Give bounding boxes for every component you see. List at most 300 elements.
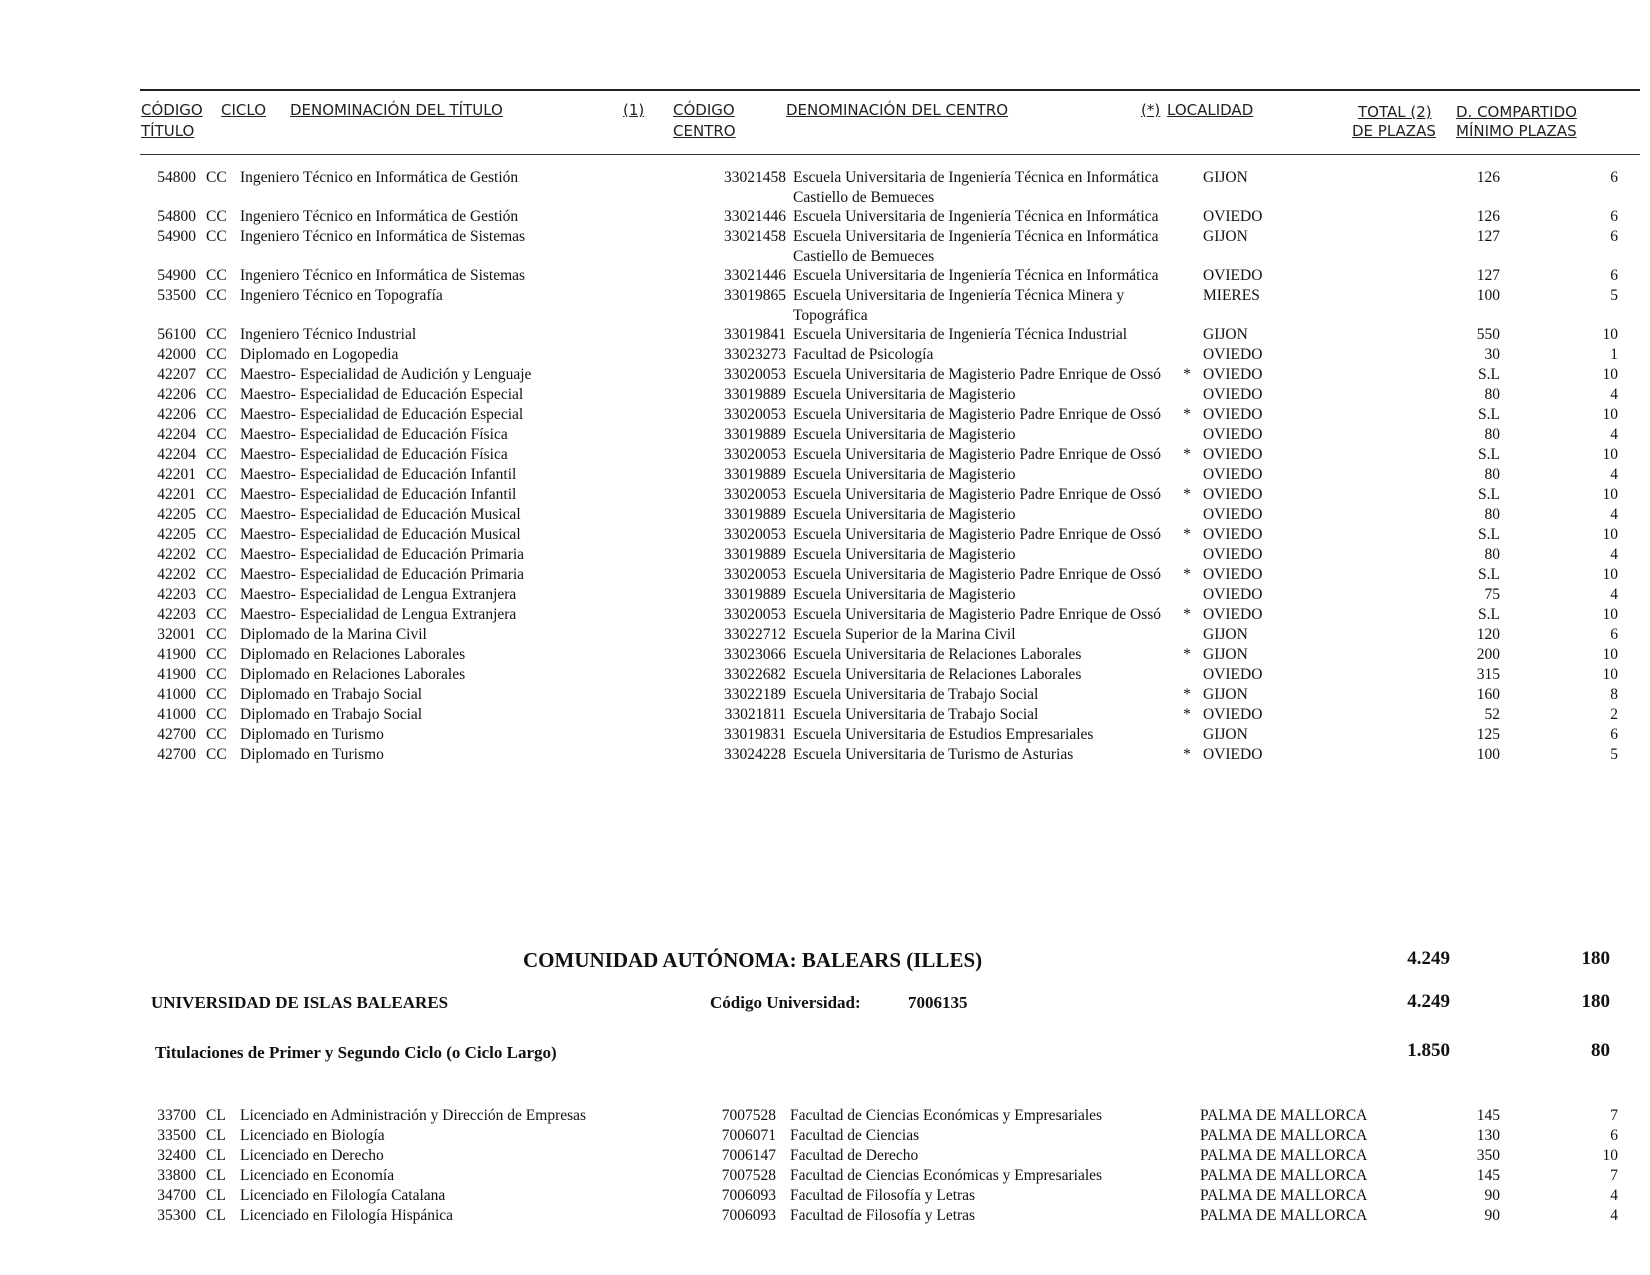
codigo-centro-cell: 33021811 xyxy=(724,706,786,723)
localidad-cell: OVIEDO xyxy=(1203,466,1263,483)
codigo-titulo-cell: 33500 xyxy=(157,1127,196,1144)
titulo-cell: Diplomado en Trabajo Social xyxy=(240,686,423,703)
table-row xyxy=(0,1166,1650,1186)
titulo-cell: Diplomado en Logopedia xyxy=(240,346,399,363)
table-row xyxy=(0,1186,1650,1206)
total-plazas-cell: 100 xyxy=(1476,287,1500,304)
total-plazas-cell: 160 xyxy=(1476,686,1500,703)
codigo-titulo-cell: 54800 xyxy=(157,208,196,225)
minimo-plazas-cell: 4 xyxy=(1610,506,1618,523)
ciclo-cell: CC xyxy=(206,287,227,304)
table-row xyxy=(0,168,1650,207)
denominacion-centro-cell: Escuela Universitaria de Ingeniería Técnica en Informática xyxy=(793,267,1159,284)
minimo-plazas-cell: 4 xyxy=(1610,1187,1618,1204)
denominacion-centro-cell: Escuela Universitaria de Magisterio Padre Enrique de Ossó xyxy=(793,446,1162,463)
table-row xyxy=(0,365,1650,385)
localidad-cell: GIJON xyxy=(1203,326,1248,343)
minimo-plazas-cell: 10 xyxy=(1602,526,1618,543)
header-bottom-rule xyxy=(140,154,1640,155)
localidad-cell: GIJON xyxy=(1203,169,1248,186)
minimo-plazas-cell: 6 xyxy=(1610,169,1618,186)
total-plazas-cell: 550 xyxy=(1476,326,1500,343)
minimo-plazas-cell: 10 xyxy=(1602,666,1618,683)
ciclo-cell: CL xyxy=(206,1187,226,1204)
table-row xyxy=(0,485,1650,505)
ciclo-cell: CC xyxy=(206,546,227,563)
total-plazas-cell: 145 xyxy=(1476,1167,1500,1184)
titulo-cell: Licenciado en Filología Catalana xyxy=(240,1187,446,1204)
ciclo-cell: CC xyxy=(206,746,227,763)
ciclo-cell: CC xyxy=(206,228,227,245)
ciclo-cell: CC xyxy=(206,267,227,284)
asterisco-cell: * xyxy=(1183,566,1191,583)
codigo-centro-cell: 33020053 xyxy=(724,606,786,623)
localidad-cell: OVIEDO xyxy=(1203,446,1263,463)
codigo-titulo-cell: 34700 xyxy=(157,1187,196,1204)
total-plazas-cell: S.L xyxy=(1478,486,1500,503)
header-codigo-titulo-line2: TÍTULO xyxy=(141,122,195,140)
titulo-cell: Licenciado en Derecho xyxy=(240,1147,384,1164)
ciclo-cell: CC xyxy=(206,506,227,523)
titulo-cell: Diplomado en Relaciones Laborales xyxy=(240,646,466,663)
table-row xyxy=(0,1206,1650,1226)
denominacion-centro-cell: Escuela Universitaria de Estudios Empresariales xyxy=(793,726,1094,743)
localidad-cell: OVIEDO xyxy=(1203,526,1263,543)
minimo-plazas-cell: 2 xyxy=(1610,706,1618,723)
table-row xyxy=(0,705,1650,725)
codigo-titulo-cell: 53500 xyxy=(157,287,196,304)
total-plazas-cell: S.L xyxy=(1478,566,1500,583)
codigo-titulo-cell: 54900 xyxy=(157,228,196,245)
denominacion-centro-cell: Escuela Universitaria de Relaciones Laborales xyxy=(793,666,1082,683)
codigo-titulo-cell: 42000 xyxy=(157,346,196,363)
ciclo-cell: CC xyxy=(206,646,227,663)
ciclo-cell: CC xyxy=(206,406,227,423)
codigo-centro-cell: 7006093 xyxy=(721,1207,776,1224)
titulo-cell: Maestro- Especialidad de Educación Musical xyxy=(240,526,521,543)
total-plazas-cell: 80 xyxy=(1484,466,1500,483)
codigo-titulo-cell: 32400 xyxy=(157,1147,196,1164)
localidad-cell: PALMA DE MALLORCA xyxy=(1200,1147,1368,1164)
denominacion-centro-cell: Escuela Universitaria de Ingeniería Técnica en Informática Castiello de Bemueces xyxy=(793,228,1159,265)
comunidad-title: COMUNIDAD AUTÓNOMA: BALEARS (ILLES) xyxy=(523,948,983,972)
localidad-cell: OVIEDO xyxy=(1203,606,1263,623)
codigo-centro-cell: 33020053 xyxy=(724,566,786,583)
universidad-total: 4.249 xyxy=(1407,991,1450,1012)
denominacion-centro-cell: Escuela Universitaria de Magisterio xyxy=(793,586,1016,603)
header-denominacion-centro: DENOMINACIÓN DEL CENTRO xyxy=(786,101,1009,119)
denominacion-centro-cell: Facultad de Filosofía y Letras xyxy=(790,1187,976,1204)
header-nota-asterisco: (*) xyxy=(1141,101,1161,119)
ciclo-cell: CC xyxy=(206,366,227,383)
titulo-cell: Ingeniero Técnico en Informática de Gestión xyxy=(240,169,519,186)
table-row xyxy=(0,545,1650,565)
codigo-titulo-cell: 56100 xyxy=(157,326,196,343)
minimo-plazas-cell: 7 xyxy=(1610,1107,1618,1124)
localidad-cell: PALMA DE MALLORCA xyxy=(1200,1207,1368,1224)
table-asturias xyxy=(0,168,1650,765)
codigo-titulo-cell: 32001 xyxy=(157,626,196,643)
ciclo-cell: CC xyxy=(206,726,227,743)
ciclo-cell: CC xyxy=(206,326,227,343)
minimo-plazas-cell: 4 xyxy=(1610,386,1618,403)
titulo-cell: Maestro- Especialidad de Lengua Extranjera xyxy=(240,606,517,623)
ciclo-cell: CC xyxy=(206,566,227,583)
minimo-plazas-cell: 4 xyxy=(1610,466,1618,483)
minimo-plazas-cell: 10 xyxy=(1602,486,1618,503)
codigo-centro-cell: 33022189 xyxy=(724,686,786,703)
total-plazas-cell: 127 xyxy=(1476,267,1500,284)
codigo-centro-cell: 7006071 xyxy=(721,1127,776,1144)
table-row xyxy=(0,685,1650,705)
denominacion-centro-cell: Escuela Universitaria de Ingeniería Técnica en Informática Castiello de Bemueces xyxy=(793,169,1159,206)
total-plazas-cell: 80 xyxy=(1484,386,1500,403)
asterisco-cell: * xyxy=(1183,486,1191,503)
total-plazas-cell: 100 xyxy=(1476,746,1500,763)
ciclo-cell: CL xyxy=(206,1207,226,1224)
asterisco-cell: * xyxy=(1183,366,1191,383)
codigo-centro-cell: 33019889 xyxy=(724,506,786,523)
asterisco-cell: * xyxy=(1183,706,1191,723)
denominacion-centro-cell: Escuela Universitaria de Magisterio Padre Enrique de Ossó xyxy=(793,406,1162,423)
codigo-centro-cell: 33020053 xyxy=(724,486,786,503)
codigo-centro-cell: 7006093 xyxy=(721,1187,776,1204)
localidad-cell: GIJON xyxy=(1203,646,1248,663)
codigo-titulo-cell: 42700 xyxy=(157,726,196,743)
table-row xyxy=(0,1106,1650,1126)
table-row xyxy=(0,286,1650,325)
seccion-minimo: 80 xyxy=(1591,1040,1610,1061)
header-total-line2: DE PLAZAS xyxy=(1352,122,1436,140)
minimo-plazas-cell: 10 xyxy=(1602,566,1618,583)
table-row xyxy=(0,465,1650,485)
titulo-cell: Maestro- Especialidad de Educación Primaria xyxy=(240,566,525,583)
codigo-titulo-cell: 42206 xyxy=(157,386,196,403)
titulo-cell: Diplomado en Turismo xyxy=(240,726,384,743)
minimo-plazas-cell: 10 xyxy=(1602,326,1618,343)
denominacion-centro-cell: Escuela Universitaria de Ingeniería Técnica Minera y Topográfica xyxy=(793,287,1125,324)
comunidad-minimo: 180 xyxy=(1581,948,1610,969)
codigo-centro-cell: 33022682 xyxy=(724,666,786,683)
asterisco-cell: * xyxy=(1183,606,1191,623)
titulo-cell: Ingeniero Técnico en Topografía xyxy=(240,287,443,304)
table-row xyxy=(0,665,1650,685)
ciclo-cell: CC xyxy=(206,706,227,723)
codigo-titulo-cell: 42204 xyxy=(157,426,196,443)
table-row xyxy=(0,645,1650,665)
ciclo-cell: CL xyxy=(206,1147,226,1164)
titulo-cell: Ingeniero Técnico en Informática de Gestión xyxy=(240,208,519,225)
total-plazas-cell: S.L xyxy=(1478,366,1500,383)
total-plazas-cell: 145 xyxy=(1476,1107,1500,1124)
header-nota-1: (1) xyxy=(623,101,645,119)
ciclo-cell: CC xyxy=(206,586,227,603)
seccion-total: 1.850 xyxy=(1407,1040,1450,1061)
table-row xyxy=(0,1126,1650,1146)
codigo-titulo-cell: 41000 xyxy=(157,706,196,723)
codigo-titulo-cell: 42205 xyxy=(157,506,196,523)
total-plazas-cell: S.L xyxy=(1478,406,1500,423)
table-row xyxy=(0,385,1650,405)
ciclo-cell: CC xyxy=(206,466,227,483)
ciclo-cell: CC xyxy=(206,426,227,443)
table-row xyxy=(0,405,1650,425)
codigo-centro-cell: 7007528 xyxy=(721,1107,776,1124)
codigo-centro-cell: 33024228 xyxy=(724,746,786,763)
titulo-cell: Ingeniero Técnico Industrial xyxy=(240,326,417,343)
header-total-line1: TOTAL (2) xyxy=(1358,103,1432,121)
ciclo-cell: CC xyxy=(206,486,227,503)
codigo-titulo-cell: 42206 xyxy=(157,406,196,423)
denominacion-centro-cell: Facultad de Psicología xyxy=(793,346,934,363)
codigo-centro-cell: 33021458 xyxy=(724,169,786,186)
minimo-plazas-cell: 4 xyxy=(1610,546,1618,563)
minimo-plazas-cell: 1 xyxy=(1610,346,1618,363)
codigo-titulo-cell: 42203 xyxy=(157,606,196,623)
header-minimo-line1: D. COMPARTIDO xyxy=(1456,103,1577,121)
denominacion-centro-cell: Facultad de Ciencias Económicas y Empresariales xyxy=(790,1167,1103,1184)
localidad-cell: GIJON xyxy=(1203,726,1248,743)
minimo-plazas-cell: 6 xyxy=(1610,726,1618,743)
titulo-cell: Maestro- Especialidad de Educación Primaria xyxy=(240,546,525,563)
ciclo-cell: CL xyxy=(206,1107,226,1124)
total-plazas-cell: S.L xyxy=(1478,606,1500,623)
titulo-cell: Maestro- Especialidad de Educación Especial xyxy=(240,406,524,423)
ciclo-cell: CC xyxy=(206,606,227,623)
denominacion-centro-cell: Facultad de Ciencias Económicas y Empresariales xyxy=(790,1107,1103,1124)
total-plazas-cell: 30 xyxy=(1484,346,1500,363)
codigo-titulo-cell: 33800 xyxy=(157,1167,196,1184)
codigo-centro-cell: 33020053 xyxy=(724,406,786,423)
table-row xyxy=(0,227,1650,266)
localidad-cell: OVIEDO xyxy=(1203,506,1263,523)
codigo-centro-cell: 33020053 xyxy=(724,526,786,543)
codigo-titulo-cell: 42205 xyxy=(157,526,196,543)
minimo-plazas-cell: 4 xyxy=(1610,586,1618,603)
localidad-cell: OVIEDO xyxy=(1203,366,1263,383)
header-ciclo: CICLO xyxy=(221,101,266,119)
denominacion-centro-cell: Escuela Universitaria de Magisterio xyxy=(793,386,1016,403)
codigo-titulo-cell: 41000 xyxy=(157,686,196,703)
total-plazas-cell: 127 xyxy=(1476,228,1500,245)
table-row xyxy=(0,565,1650,585)
total-plazas-cell: 52 xyxy=(1484,706,1500,723)
denominacion-centro-cell: Escuela Universitaria de Turismo de Asturias xyxy=(793,746,1074,763)
titulo-cell: Diplomado en Trabajo Social xyxy=(240,706,423,723)
ciclo-cell: CC xyxy=(206,446,227,463)
header-codigo-titulo-line1: CÓDIGO xyxy=(141,101,203,119)
asterisco-cell: * xyxy=(1183,686,1191,703)
codigo-centro-cell: 33019889 xyxy=(724,386,786,403)
total-plazas-cell: 350 xyxy=(1476,1147,1500,1164)
asterisco-cell: * xyxy=(1183,526,1191,543)
universidad-codigo: 7006135 xyxy=(908,993,968,1012)
titulo-cell: Maestro- Especialidad de Educación Especial xyxy=(240,386,524,403)
universidad-nombre: UNIVERSIDAD DE ISLAS BALEARES xyxy=(151,993,449,1012)
localidad-cell: OVIEDO xyxy=(1203,666,1263,683)
denominacion-centro-cell: Facultad de Filosofía y Letras xyxy=(790,1207,976,1224)
titulo-cell: Licenciado en Economía xyxy=(240,1167,395,1184)
ciclo-cell: CC xyxy=(206,208,227,225)
denominacion-centro-cell: Escuela Universitaria de Trabajo Social xyxy=(793,686,1039,703)
universidad-codigo-label: Código Universidad: xyxy=(710,993,861,1012)
localidad-cell: OVIEDO xyxy=(1203,546,1263,563)
table-row xyxy=(0,745,1650,765)
total-plazas-cell: S.L xyxy=(1478,446,1500,463)
titulo-cell: Licenciado en Administración y Dirección de Empresas xyxy=(240,1107,587,1124)
codigo-centro-cell: 33023273 xyxy=(724,346,786,363)
titulo-cell: Maestro- Especialidad de Educación Musical xyxy=(240,506,521,523)
titulo-cell: Licenciado en Filología Hispánica xyxy=(240,1207,454,1224)
titulo-cell: Diplomado en Turismo xyxy=(240,746,384,763)
localidad-cell: GIJON xyxy=(1203,626,1248,643)
comunidad-total: 4.249 xyxy=(1407,948,1450,969)
minimo-plazas-cell: 5 xyxy=(1610,287,1618,304)
titulo-cell: Licenciado en Biología xyxy=(240,1127,385,1144)
ciclo-cell: CC xyxy=(206,526,227,543)
localidad-cell: GIJON xyxy=(1203,228,1248,245)
total-plazas-cell: 75 xyxy=(1484,586,1500,603)
localidad-cell: OVIEDO xyxy=(1203,566,1263,583)
minimo-plazas-cell: 6 xyxy=(1610,1127,1618,1144)
total-plazas-cell: 80 xyxy=(1484,546,1500,563)
codigo-titulo-cell: 41900 xyxy=(157,646,196,663)
denominacion-centro-cell: Facultad de Ciencias xyxy=(790,1127,920,1144)
localidad-cell: PALMA DE MALLORCA xyxy=(1200,1127,1368,1144)
localidad-cell: OVIEDO xyxy=(1203,426,1263,443)
table-row xyxy=(0,266,1650,286)
codigo-centro-cell: 33019831 xyxy=(724,726,786,743)
localidad-cell: OVIEDO xyxy=(1203,706,1263,723)
codigo-titulo-cell: 42204 xyxy=(157,446,196,463)
titulo-cell: Maestro- Especialidad de Educación Infantil xyxy=(240,466,517,483)
header-codigo-centro-line1: CÓDIGO xyxy=(673,101,735,119)
codigo-centro-cell: 33022712 xyxy=(724,626,786,643)
table-row xyxy=(0,345,1650,365)
universidad-minimo: 180 xyxy=(1581,991,1610,1012)
asterisco-cell: * xyxy=(1183,646,1191,663)
table-row xyxy=(0,625,1650,645)
minimo-plazas-cell: 10 xyxy=(1602,1147,1618,1164)
localidad-cell: OVIEDO xyxy=(1203,386,1263,403)
codigo-centro-cell: 33019889 xyxy=(724,546,786,563)
minimo-plazas-cell: 10 xyxy=(1602,366,1618,383)
table-baleares xyxy=(0,1106,1650,1226)
codigo-titulo-cell: 42203 xyxy=(157,586,196,603)
total-plazas-cell: 126 xyxy=(1476,169,1500,186)
minimo-plazas-cell: 5 xyxy=(1610,746,1618,763)
localidad-cell: PALMA DE MALLORCA xyxy=(1200,1187,1368,1204)
denominacion-centro-cell: Escuela Universitaria de Magisterio xyxy=(793,546,1016,563)
ciclo-cell: CC xyxy=(206,386,227,403)
codigo-centro-cell: 7007528 xyxy=(721,1167,776,1184)
codigo-titulo-cell: 42202 xyxy=(157,546,196,563)
seccion-titulaciones: Titulaciones de Primer y Segundo Ciclo (o Ciclo Largo) xyxy=(155,1043,557,1062)
total-plazas-cell: 126 xyxy=(1476,208,1500,225)
localidad-cell: PALMA DE MALLORCA xyxy=(1200,1107,1368,1124)
codigo-centro-cell: 33019865 xyxy=(724,287,786,304)
total-plazas-cell: 90 xyxy=(1484,1207,1500,1224)
ciclo-cell: CC xyxy=(206,686,227,703)
titulo-cell: Maestro- Especialidad de Educación Física xyxy=(240,446,508,463)
titulo-cell: Ingeniero Técnico en Informática de Sistemas xyxy=(240,267,526,284)
table-row xyxy=(0,445,1650,465)
total-plazas-cell: 200 xyxy=(1476,646,1500,663)
table-row xyxy=(0,1146,1650,1166)
codigo-centro-cell: 33019889 xyxy=(724,426,786,443)
minimo-plazas-cell: 6 xyxy=(1610,626,1618,643)
minimo-plazas-cell: 10 xyxy=(1602,646,1618,663)
header-top-rule xyxy=(140,89,1640,91)
table-row xyxy=(0,505,1650,525)
denominacion-centro-cell: Escuela Universitaria de Trabajo Social xyxy=(793,706,1039,723)
minimo-plazas-cell: 10 xyxy=(1602,606,1618,623)
localidad-cell: OVIEDO xyxy=(1203,406,1263,423)
codigo-titulo-cell: 42700 xyxy=(157,746,196,763)
total-plazas-cell: 90 xyxy=(1484,1187,1500,1204)
ciclo-cell: CC xyxy=(206,169,227,186)
minimo-plazas-cell: 10 xyxy=(1602,446,1618,463)
titulo-cell: Diplomado de la Marina Civil xyxy=(240,626,427,643)
codigo-centro-cell: 33021446 xyxy=(724,208,786,225)
titulo-cell: Maestro- Especialidad de Audición y Lenguaje xyxy=(240,366,532,383)
codigo-centro-cell: 33020053 xyxy=(724,446,786,463)
total-plazas-cell: 80 xyxy=(1484,426,1500,443)
minimo-plazas-cell: 6 xyxy=(1610,208,1618,225)
table-row xyxy=(0,585,1650,605)
ciclo-cell: CL xyxy=(206,1127,226,1144)
asterisco-cell: * xyxy=(1183,746,1191,763)
titulo-cell: Maestro- Especialidad de Educación Física xyxy=(240,426,508,443)
total-plazas-cell: 125 xyxy=(1476,726,1500,743)
table-row xyxy=(0,725,1650,745)
total-plazas-cell: S.L xyxy=(1478,526,1500,543)
denominacion-centro-cell: Escuela Universitaria de Magisterio Padre Enrique de Ossó xyxy=(793,606,1162,623)
codigo-titulo-cell: 35300 xyxy=(157,1207,196,1224)
localidad-cell: OVIEDO xyxy=(1203,208,1263,225)
ciclo-cell: CL xyxy=(206,1167,226,1184)
titulo-cell: Ingeniero Técnico en Informática de Sistemas xyxy=(240,228,526,245)
asterisco-cell: * xyxy=(1183,446,1191,463)
total-plazas-cell: 130 xyxy=(1476,1127,1500,1144)
minimo-plazas-cell: 4 xyxy=(1610,1207,1618,1224)
denominacion-centro-cell: Escuela Superior de la Marina Civil xyxy=(793,626,1016,643)
table-row xyxy=(0,325,1650,345)
minimo-plazas-cell: 8 xyxy=(1610,686,1618,703)
codigo-titulo-cell: 54800 xyxy=(157,169,196,186)
localidad-cell: OVIEDO xyxy=(1203,267,1263,284)
titulo-cell: Maestro- Especialidad de Educación Infantil xyxy=(240,486,517,503)
codigo-centro-cell: 33021446 xyxy=(724,267,786,284)
denominacion-centro-cell: Escuela Universitaria de Ingeniería Técnica en Informática xyxy=(793,208,1159,225)
codigo-titulo-cell: 41900 xyxy=(157,666,196,683)
minimo-plazas-cell: 6 xyxy=(1610,228,1618,245)
total-plazas-cell: 80 xyxy=(1484,506,1500,523)
header-localidad: LOCALIDAD xyxy=(1167,101,1254,119)
titulo-cell: Maestro- Especialidad de Lengua Extranjera xyxy=(240,586,517,603)
denominacion-centro-cell: Escuela Universitaria de Relaciones Laborales xyxy=(793,646,1082,663)
codigo-titulo-cell: 54900 xyxy=(157,267,196,284)
minimo-plazas-cell: 6 xyxy=(1610,267,1618,284)
total-plazas-cell: 120 xyxy=(1476,626,1500,643)
codigo-centro-cell: 33019889 xyxy=(724,586,786,603)
total-plazas-cell: 315 xyxy=(1476,666,1500,683)
localidad-cell: GIJON xyxy=(1203,686,1248,703)
codigo-titulo-cell: 42207 xyxy=(157,366,196,383)
minimo-plazas-cell: 10 xyxy=(1602,406,1618,423)
localidad-cell: MIERES xyxy=(1203,287,1260,304)
ciclo-cell: CC xyxy=(206,666,227,683)
